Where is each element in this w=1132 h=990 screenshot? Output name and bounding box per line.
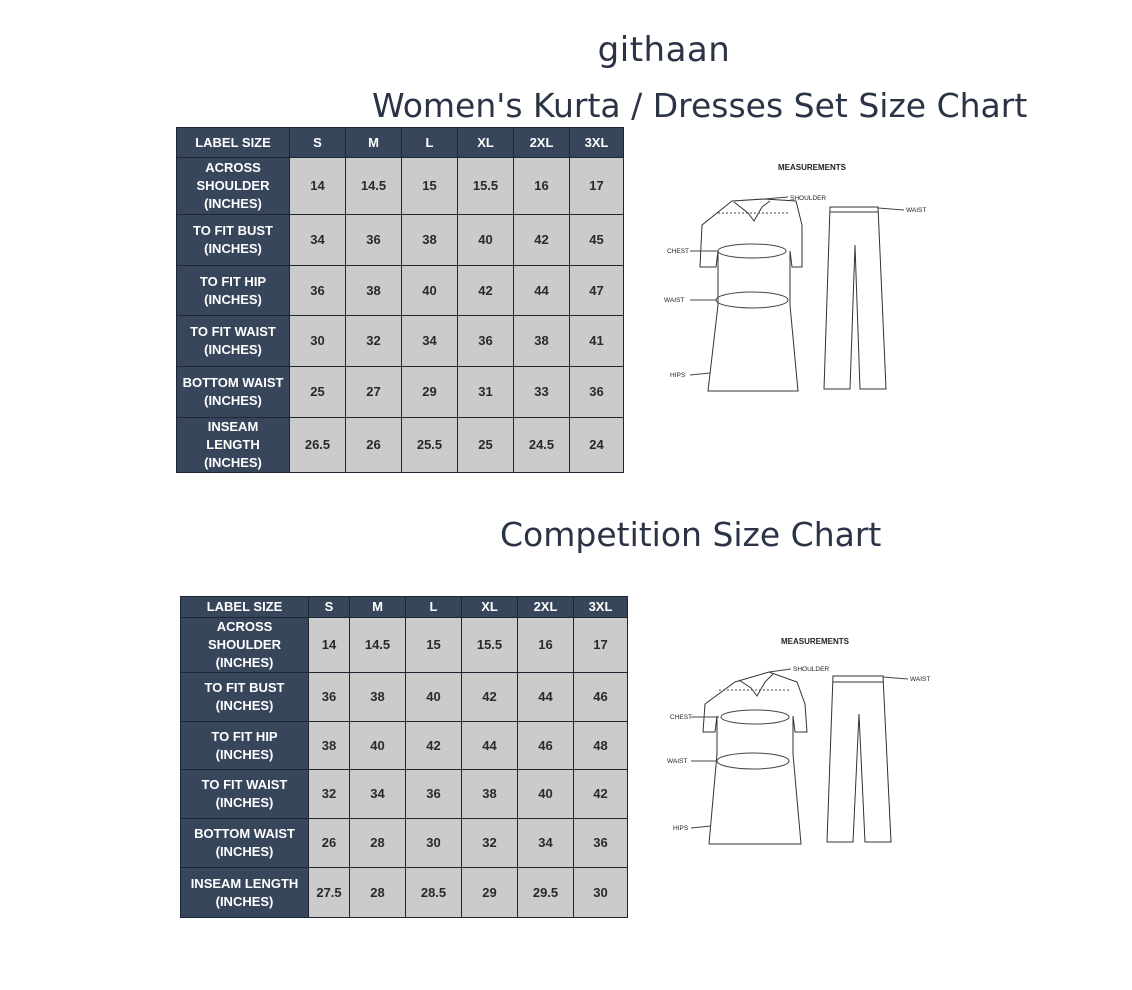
table-cell: 42 — [406, 722, 462, 770]
table-cell: 27 — [346, 367, 402, 418]
table-cell: 36 — [346, 215, 402, 266]
table-cell: 44 — [514, 266, 570, 316]
table-cell: 15.5 — [458, 158, 514, 215]
table-cell: 16 — [518, 618, 574, 673]
table-cell: 15 — [402, 158, 458, 215]
section-title-kurta: Women's Kurta / Dresses Set Size Chart — [372, 86, 1028, 125]
row-label: TO FIT HIP (INCHES) — [181, 722, 309, 770]
chest-measure-ellipse — [721, 710, 789, 724]
table-cell: 47 — [570, 266, 624, 316]
table-cell: 40 — [402, 266, 458, 316]
table-cell: 40 — [406, 673, 462, 722]
table-cell: 44 — [462, 722, 518, 770]
chest-label: CHEST — [667, 248, 690, 255]
row-label: TO FIT WAIST (INCHES) — [181, 770, 309, 819]
table-cell: 38 — [309, 722, 350, 770]
pants-waist-label: WAIST — [910, 676, 931, 683]
row-label: TO FIT WAIST (INCHES) — [177, 316, 290, 367]
table-cell: 17 — [574, 618, 628, 673]
table-cell: 16 — [514, 158, 570, 215]
table-cell: 14.5 — [346, 158, 402, 215]
pants-waist-label: WAIST — [906, 207, 927, 214]
column-header: L — [406, 597, 462, 618]
column-header: LABEL SIZE — [177, 128, 290, 158]
table-header-row — [181, 597, 628, 618]
measurement-diagram-competition — [665, 630, 945, 850]
column-header: 3XL — [574, 597, 628, 618]
size-table-kurta — [176, 127, 624, 473]
table-cell: 46 — [518, 722, 574, 770]
table-row — [177, 215, 624, 266]
table-cell: 40 — [350, 722, 406, 770]
table-cell: 33 — [514, 367, 570, 418]
shoulder-pointer — [764, 197, 788, 199]
row-label: BOTTOM WAIST (INCHES) — [177, 367, 290, 418]
table-row — [177, 418, 624, 473]
table-cell: 29.5 — [518, 868, 574, 918]
measurement-diagram-kurta — [660, 155, 940, 400]
brand-name: githaan — [597, 30, 731, 70]
table-cell: 31 — [458, 367, 514, 418]
kurta-neckline — [739, 674, 773, 696]
table-cell: 44 — [518, 673, 574, 722]
table-row — [181, 770, 628, 819]
shoulder-pointer — [769, 669, 791, 672]
diagram-heading: MEASUREMENTS — [778, 163, 847, 172]
table-cell: 25.5 — [402, 418, 458, 473]
table-cell: 34 — [290, 215, 346, 266]
table-cell: 45 — [570, 215, 624, 266]
column-header: L — [402, 128, 458, 158]
table-cell: 42 — [458, 266, 514, 316]
row-label: INSEAM LENGTH (INCHES) — [177, 418, 290, 473]
table-cell: 36 — [309, 673, 350, 722]
row-label: INSEAM LENGTH (INCHES) — [181, 868, 309, 918]
table-cell: 25 — [458, 418, 514, 473]
table-cell: 40 — [458, 215, 514, 266]
table-cell: 15.5 — [462, 618, 518, 673]
chest-label: CHEST — [670, 714, 693, 721]
table-cell: 26 — [346, 418, 402, 473]
table-cell: 29 — [402, 367, 458, 418]
table-row — [177, 266, 624, 316]
pants-outline — [824, 207, 886, 389]
hips-label: HIPS — [673, 825, 689, 832]
table-cell: 26 — [309, 819, 350, 868]
table-cell: 42 — [574, 770, 628, 819]
table-row — [177, 316, 624, 367]
waist-measure-ellipse — [716, 292, 788, 308]
hips-label: HIPS — [670, 372, 686, 379]
table-cell: 32 — [462, 819, 518, 868]
table-cell: 29 — [462, 868, 518, 918]
table-cell: 17 — [570, 158, 624, 215]
column-header: XL — [458, 128, 514, 158]
column-header: M — [350, 597, 406, 618]
table-cell: 36 — [570, 367, 624, 418]
hips-pointer — [690, 373, 710, 375]
waist-label: WAIST — [667, 758, 688, 765]
table-row — [181, 819, 628, 868]
table-cell: 38 — [462, 770, 518, 819]
pants-waist-pointer — [878, 208, 904, 210]
section-title-competition: Competition Size Chart — [500, 515, 882, 554]
table-cell: 38 — [350, 673, 406, 722]
table-cell: 38 — [346, 266, 402, 316]
row-label: BOTTOM WAIST (INCHES) — [181, 819, 309, 868]
column-header: S — [290, 128, 346, 158]
size-table-competition — [180, 596, 628, 918]
table-cell: 30 — [290, 316, 346, 367]
column-header: M — [346, 128, 402, 158]
table-cell: 32 — [309, 770, 350, 819]
table-cell: 36 — [574, 819, 628, 868]
shoulder-label: SHOULDER — [790, 195, 827, 202]
table-cell: 48 — [574, 722, 628, 770]
table-cell: 40 — [518, 770, 574, 819]
row-label: ACROSS SHOULDER (INCHES) — [181, 618, 309, 673]
waist-label: WAIST — [664, 297, 685, 304]
row-label: TO FIT BUST (INCHES) — [181, 673, 309, 722]
column-header: LABEL SIZE — [181, 597, 309, 618]
table-cell: 14 — [309, 618, 350, 673]
table-cell: 26.5 — [290, 418, 346, 473]
diagram-heading: MEASUREMENTS — [781, 637, 850, 646]
column-header: 2XL — [514, 128, 570, 158]
table-cell: 14.5 — [350, 618, 406, 673]
table-row — [181, 618, 628, 673]
table-cell: 36 — [406, 770, 462, 819]
table-cell: 30 — [406, 819, 462, 868]
table-cell: 41 — [570, 316, 624, 367]
shoulder-label: SHOULDER — [793, 666, 830, 673]
table-row — [181, 868, 628, 918]
table-cell: 28 — [350, 819, 406, 868]
chest-measure-ellipse — [718, 244, 786, 258]
waist-measure-ellipse — [717, 753, 789, 769]
table-cell: 30 — [574, 868, 628, 918]
table-cell: 15 — [406, 618, 462, 673]
table-cell: 14 — [290, 158, 346, 215]
pants-outline — [827, 676, 891, 842]
table-cell: 36 — [458, 316, 514, 367]
table-cell: 46 — [574, 673, 628, 722]
table-cell: 38 — [514, 316, 570, 367]
table-row — [181, 673, 628, 722]
row-label: ACROSS SHOULDER (INCHES) — [177, 158, 290, 215]
table-cell: 42 — [462, 673, 518, 722]
table-cell: 24.5 — [514, 418, 570, 473]
table-cell: 24 — [570, 418, 624, 473]
table-cell: 25 — [290, 367, 346, 418]
row-label: TO FIT BUST (INCHES) — [177, 215, 290, 266]
table-cell: 38 — [402, 215, 458, 266]
table-cell: 42 — [514, 215, 570, 266]
column-header: 3XL — [570, 128, 624, 158]
table-cell: 34 — [518, 819, 574, 868]
column-header: XL — [462, 597, 518, 618]
row-label: TO FIT HIP (INCHES) — [177, 266, 290, 316]
kurta-neckline — [734, 201, 770, 221]
column-header: 2XL — [518, 597, 574, 618]
table-cell: 34 — [402, 316, 458, 367]
table-cell: 32 — [346, 316, 402, 367]
table-row — [177, 158, 624, 215]
column-header: S — [309, 597, 350, 618]
table-cell: 27.5 — [309, 868, 350, 918]
table-cell: 34 — [350, 770, 406, 819]
table-header-row — [177, 128, 624, 158]
table-row — [181, 722, 628, 770]
table-cell: 28.5 — [406, 868, 462, 918]
hips-pointer — [691, 826, 711, 828]
kurta-outline — [700, 199, 802, 391]
pants-waist-pointer — [883, 677, 908, 679]
table-row — [177, 367, 624, 418]
table-cell: 36 — [290, 266, 346, 316]
table-cell: 28 — [350, 868, 406, 918]
